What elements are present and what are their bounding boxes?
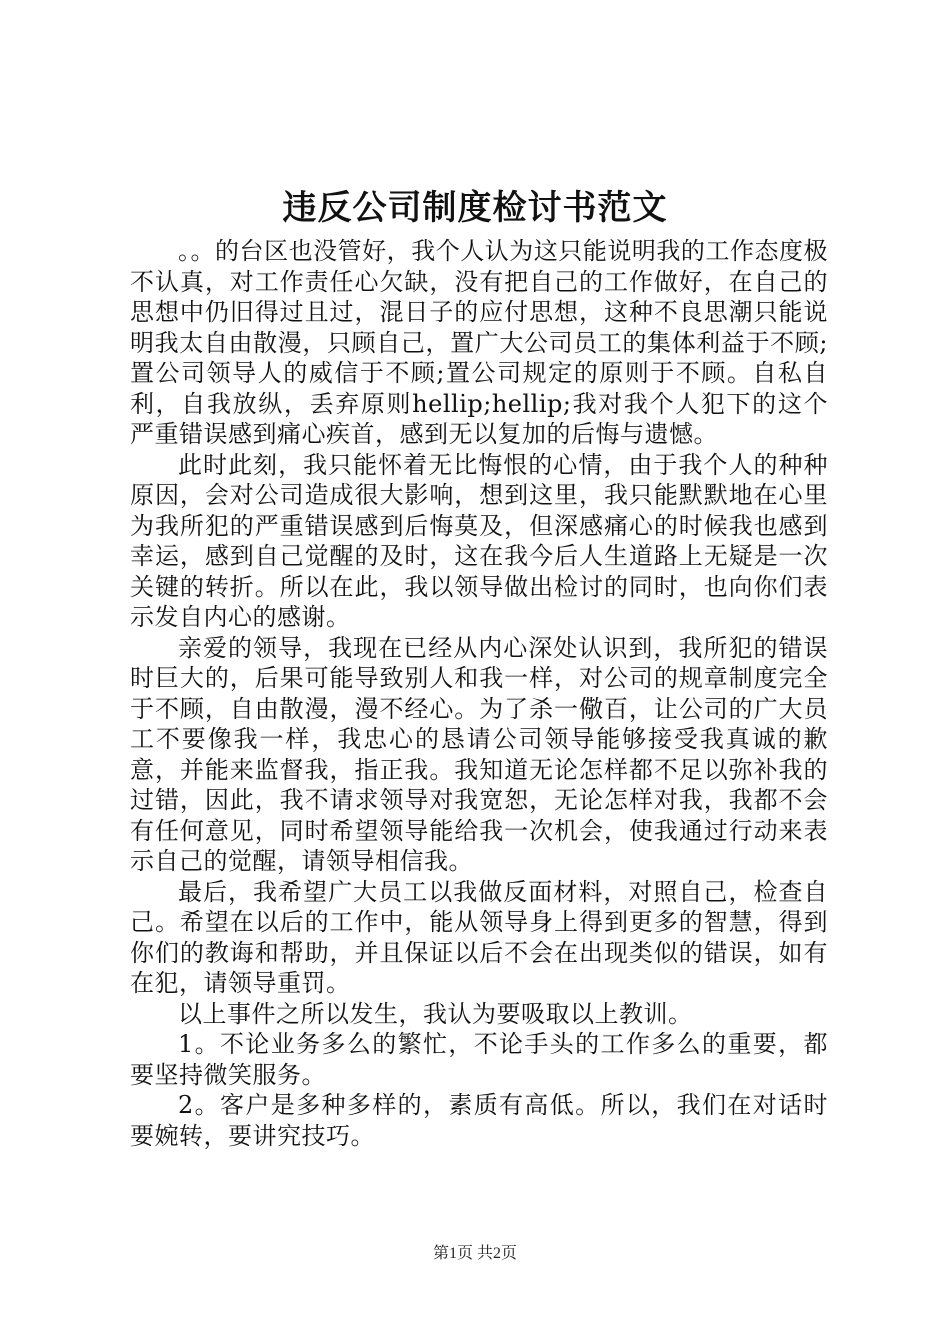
- paragraph: 亲爱的领导，我现在已经从内心深处认识到，我所犯的错误时巨大的，后果可能导致别人和我一样，对公司的规章制度完全于不顾，自由散漫，漫不经心。为了杀一儆百，让公司的广大员工不要像我一样，我忠心的恳请公司领导能够接受我真诚的歉意，并能来监督我，指正我。我知道无论怎样都不足以弥补我的过错，因此，我不请求领导对我宽恕，无论怎样对我，我都不会有任何意见，同时希望领导能给我一次机会，使我通过行动来表示自己的觉醒，请领导相信我。: [130, 633, 828, 875]
- page-number-footer: 第1页 共2页: [432, 1245, 517, 1262]
- paragraph: 最后，我希望广大员工以我做反面材料，对照自己，检查自己。希望在以后的工作中，能从领导身上得到更多的智慧，得到你们的教诲和帮助，并且保证以后不会在出现类似的错误，如有在犯，请领导重罚。: [130, 877, 828, 997]
- list-item: 2。客户是多种多样的，素质有高低。所以，我们在对话时要婉转，要讲究技巧。: [130, 1091, 828, 1150]
- list-item: 1。不论业务多么的繁忙，不论手头的工作多么的重要，都要坚持微笑服务。: [130, 1030, 828, 1089]
- paragraph: 以上事件之所以发生，我认为要吸取以上教训。: [178, 999, 693, 1028]
- paragraph: 。。的台区也没管好，我个人认为这只能说明我的工作态度极不认真，对工作责任心欠缺，没有把自己的工作做好，在自己的思想中仍旧得过且过，混日子的应付思想，这种不良思潮只能说明我太自由散漫，只顾自己，置广大公司员工的集体利益于不顾;置公司领导人的威信于不顾;置公司规定的原则于不顾。自私自利，自我放纵，丢弃原则hellip;hellip;我对我个人犯下的这个严重错误感到痛心疾首，感到无以复加的后悔与遗憾。: [130, 237, 828, 448]
- paragraph: 此时此刻，我只能怀着无比悔恨的心情，由于我个人的种种原因，会对公司造成很大影响，想到这里，我只能默默地在心里为我所犯的严重错误感到后悔莫及，但深感痛心的时候我也感到幸运，感到自己觉醒的及时，这在我今后人生道路上无疑是一次关键的转折。所以在此，我以领导做出检讨的同时，也向你们表示发自内心的感谢。: [130, 450, 828, 631]
- document-body: [130, 236, 828, 1151]
- document-title: 违反公司制度检讨书范文: [282, 188, 668, 228]
